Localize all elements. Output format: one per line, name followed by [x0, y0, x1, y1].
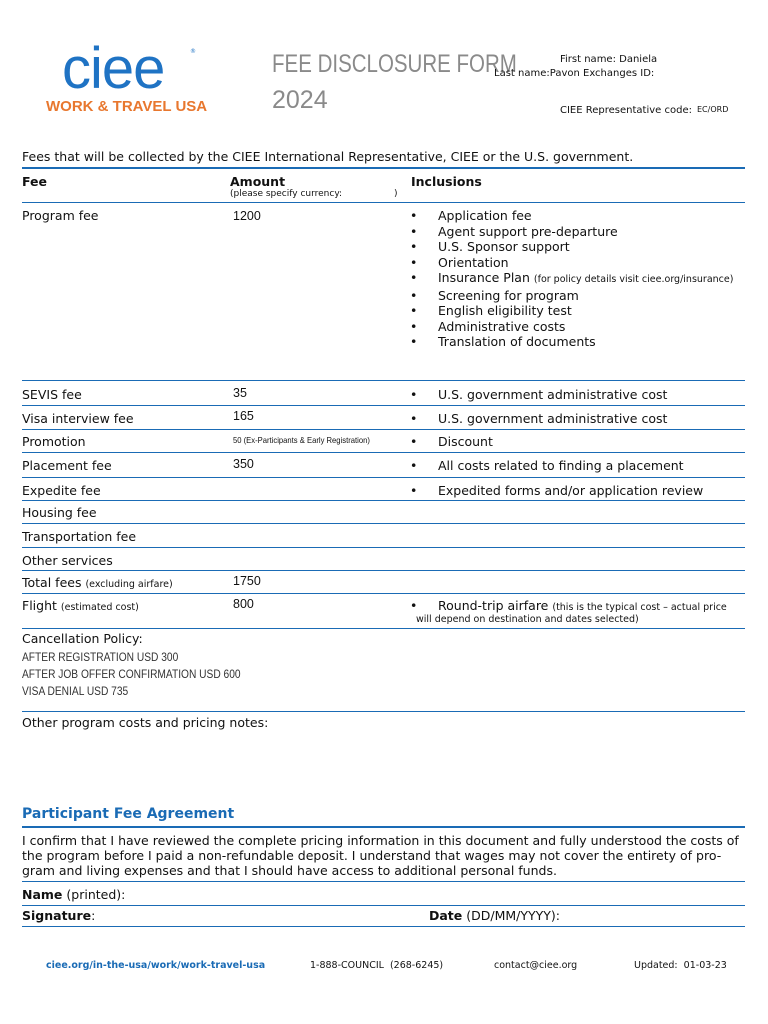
rep-code-label: CIEE Representative code: [560, 105, 692, 116]
row-rule [22, 523, 745, 524]
placement-inclusions [410, 458, 684, 474]
sevis-fee-amount: 35 [233, 386, 247, 400]
agreement-rule [22, 826, 745, 828]
list-item: • All costs related to finding a placement [410, 458, 684, 474]
visa-fee-label: Visa interview fee [22, 411, 134, 426]
date-label: Date [429, 908, 463, 923]
row-rule [22, 628, 745, 629]
list-item: • Discount [410, 434, 493, 450]
signature-label: Signature [22, 908, 92, 923]
header-fee: Fee [22, 174, 47, 189]
signature-field[interactable]: Signature: [22, 908, 96, 923]
program-fee-amount: 1200 [233, 209, 261, 223]
row-rule [22, 452, 745, 453]
total-fees-amount: 1750 [233, 574, 261, 588]
placement-fee-label: Placement fee [22, 458, 112, 473]
visa-fee-amount: 165 [233, 409, 254, 423]
list-item: • U.S. government administrative cost [410, 387, 667, 403]
list-item: • Orientation [410, 255, 733, 271]
header-amount-note-close: ) [394, 189, 398, 199]
list-item: • Screening for program [410, 288, 733, 304]
list-item: • Agent support pre-departure [410, 224, 733, 240]
row-rule [22, 881, 745, 882]
footer-email[interactable]: contact@ciee.org [494, 960, 578, 971]
header-rule [22, 202, 745, 203]
name-label: Name [22, 887, 63, 902]
sevis-inclusions [410, 387, 667, 403]
agreement-text-line: I confirm that I have reviewed the complete pricing information in this document and fully understood the costs of [22, 833, 739, 848]
footer-phone: 1-888-COUNCIL (268-6245) [310, 960, 444, 971]
visa-inclusions [410, 411, 667, 427]
row-rule [22, 477, 745, 478]
agreement-title: Participant Fee Agreement [22, 806, 235, 822]
name-field[interactable] [22, 887, 125, 902]
row-rule [22, 500, 745, 501]
flight-inclusion-note: (this is the typical cost – actual price [552, 602, 727, 613]
program-fee-inclusions [410, 208, 733, 350]
header-inclusions: Inclusions [411, 174, 482, 189]
row-rule [22, 926, 745, 927]
intro-text: Fees that will be collected by the CIEE International Representative, CIEE or the U.S. government. [22, 149, 634, 164]
row-rule [22, 429, 745, 430]
agreement-text-line: the program before I paid a non-refundable deposit. I understand that wages may not cover the entirety of pro- [22, 848, 722, 863]
housing-fee-label: Housing fee [22, 505, 97, 520]
form-title: FEE DISCLOSURE FORM [272, 50, 517, 78]
footer-url[interactable]: ciee.org/in-the-usa/work/work-travel-usa [46, 960, 266, 971]
last-name-field: Last name:Pavon Exchanges ID: [494, 68, 655, 79]
promotion-inclusions [410, 434, 493, 450]
footer-updated: Updated: 01-03-23 [634, 960, 727, 971]
other-services-label: Other services [22, 553, 113, 568]
cancellation-line: AFTER REGISTRATION USD 300 [22, 650, 179, 664]
logo-subtitle: WORK & TRAVEL USA [46, 98, 208, 115]
form-year: 2024 [272, 86, 328, 114]
expedite-fee-label: Expedite fee [22, 483, 101, 498]
sevis-fee-label: SEVIS fee [22, 387, 82, 402]
total-fees-label [22, 575, 173, 590]
row-rule [22, 405, 745, 406]
logo-registered-mark: ® [190, 48, 196, 55]
total-note: (excluding airfare) [85, 579, 173, 590]
header-amount: Amount [230, 174, 286, 189]
name-note: (printed): [66, 887, 126, 902]
list-item: • U.S. Sponsor support [410, 239, 733, 255]
agreement-text-line: gram and living expenses and that I should have access to additional personal funds. [22, 863, 557, 878]
ciee-logo: ciee [62, 36, 165, 101]
cancellation-title: Cancellation Policy: [22, 631, 143, 646]
list-item: • English eligibility test [410, 303, 733, 319]
row-rule [22, 547, 745, 548]
flight-amount: 800 [233, 597, 254, 611]
date-note: (DD/MM/YYYY): [466, 908, 560, 923]
flight-note: (estimated cost) [60, 602, 139, 613]
table-top-rule [22, 167, 745, 169]
list-item [410, 270, 733, 288]
flight-label [22, 598, 139, 613]
list-item: • Expedited forms and/or application review [410, 483, 703, 499]
header-amount-note: (please specify currency: [230, 189, 343, 199]
promotion-label: Promotion [22, 434, 86, 449]
flight-inclusion-note-2: will depend on destination and dates selected) [416, 614, 639, 625]
expedite-inclusions [410, 483, 703, 499]
program-fee-label: Program fee [22, 208, 99, 223]
row-rule [22, 711, 745, 712]
rep-code-value: EC/ORD [697, 105, 729, 114]
row-rule [22, 570, 745, 571]
cancellation-line: VISA DENIAL USD 735 [22, 684, 129, 698]
placement-fee-amount: 350 [233, 457, 254, 471]
flight-label-text: Flight [22, 598, 57, 613]
cancellation-line: AFTER JOB OFFER CONFIRMATION USD 600 [22, 667, 241, 681]
list-item: • Administrative costs [410, 319, 733, 335]
transportation-fee-label: Transportation fee [22, 529, 137, 544]
list-item: • Translation of documents [410, 334, 733, 350]
total-label-text: Total fees [22, 575, 82, 590]
insurance-note: (for policy details visit ciee.org/insurance) [533, 274, 734, 285]
row-rule [22, 380, 745, 381]
list-item: • Application fee [410, 208, 733, 224]
flight-inclusions [410, 598, 727, 616]
date-field[interactable] [429, 908, 560, 923]
other-notes-label: Other program costs and pricing notes: [22, 715, 269, 730]
flight-inclusion-text: Round-trip airfare [438, 598, 549, 613]
list-item: • U.S. government administrative cost [410, 411, 667, 427]
row-rule [22, 593, 745, 594]
promotion-amount: 50 (Ex-Participants & Early Registration) [233, 435, 370, 445]
row-rule [22, 905, 745, 906]
first-name-field: First name: Daniela [560, 54, 658, 65]
list-item [410, 598, 727, 616]
insurance-label: Insurance Plan [438, 270, 530, 285]
